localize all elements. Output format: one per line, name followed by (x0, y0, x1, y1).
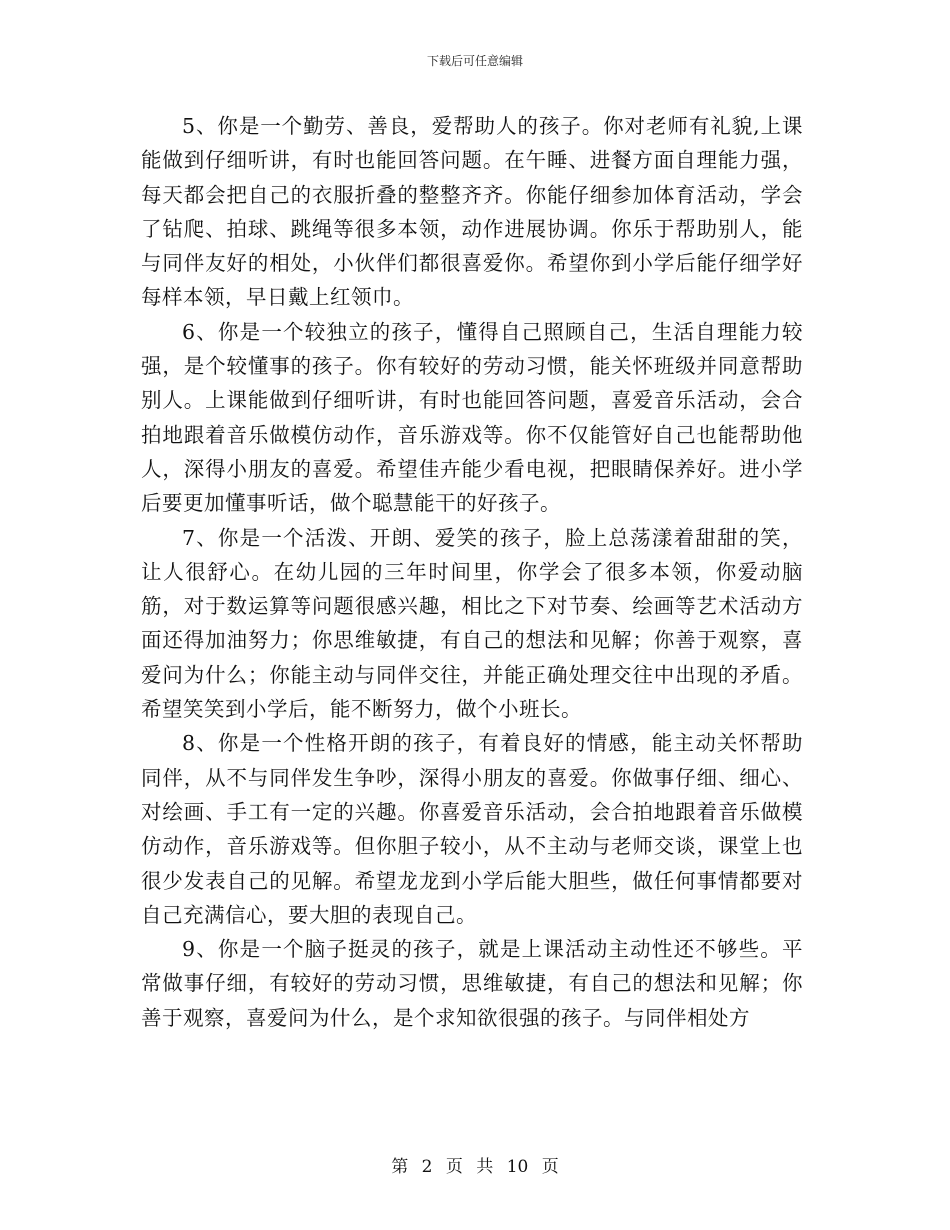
footer-total-word: 共 (476, 1157, 494, 1177)
page-header: 下载后可任意编辑 (426, 54, 523, 68)
paragraph-9: 9、你是一个脑子挺灵的孩子，就是上课活动主动性还不够些。平常做事仔细，有较好的劳动习惯，思维敏捷，有自己的想法和见解；你善于观察，喜爱问为什么，是个求知欲很强的孩子。与同伴相处方 (141, 937, 803, 1030)
footer-current-page: 2 (421, 1157, 433, 1177)
footer-prefix: 第 (391, 1157, 409, 1177)
footer-total-pages: 10 (506, 1157, 529, 1177)
paragraph-7: 7、你是一个活泼、开朗、爱笑的孩子，脸上总荡漾着甜甜的笑，让人很舒心。在幼儿园的三年时间里，你学会了很多本领，你爱动脑筋，对于数运算等问题很感兴趣，相比之下对节奏、绘画等艺术活动方面还得加油努力；你思维敏捷，有自己的想法和见解；你善于观察，喜爱问为什么；你能主动与同伴交往，并能正确处理交往中出现的矛盾。希望笑笑到小学后，能不断努力，做个小班长。 (141, 525, 803, 722)
document-body (141, 109, 803, 1035)
paragraph-8: 8、你是一个性格开朗的孩子，有着良好的情感，能主动关怀帮助同伴，从不与同伴发生争吵，深得小朋友的喜爱。你做事仔细、细心、对绘画、手工有一定的兴趣。你喜爱音乐活动，会合拍地跟着音乐做模仿动作，音乐游戏等。但你胆子较小，从不主动与老师交谈，课堂上也很少发表自己的见解。希望龙龙到小学后能大胆些，做任何事情都要对自己充满信心，要大胆的表现自己。 (141, 731, 803, 927)
paragraph-5: 5、你是一个勤劳、善良，爱帮助人的孩子。你对老师有礼貌,上课能做到仔细听讲，有时也能回答问题。在午睡、进餐方面自理能力强，每天都会把自己的衣服折叠的整整齐齐。你能仔细参加体育活动，学会了钻爬、拍球、跳绳等很多本领，动作进展协调。你乐于帮助别人，能与同伴友好的相处，小伙伴们都很喜爱你。希望你到小学后能仔细学好每样本领，早日戴上红领巾。 (141, 114, 803, 310)
footer-suffix: 页 (541, 1157, 559, 1177)
footer-page-word: 页 (445, 1157, 463, 1177)
paragraph-6: 6、你是一个较独立的孩子，懂得自己照顾自己，生活自理能力较强，是个较懂事的孩子。你有较好的劳动习惯，能关怀班级并同意帮助别人。上课能做到仔细听讲，有时也能回答问题，喜爱音乐活动，会合拍地跟着音乐做模仿动作，音乐游戏等。你不仅能管好自己也能帮助他人，深得小朋友的喜爱。希望佳卉能少看电视，把眼睛保养好。进小学后要更加懂事听话，做个聪慧能干的好孩子。 (141, 319, 803, 516)
page-footer (0, 1152, 950, 1177)
